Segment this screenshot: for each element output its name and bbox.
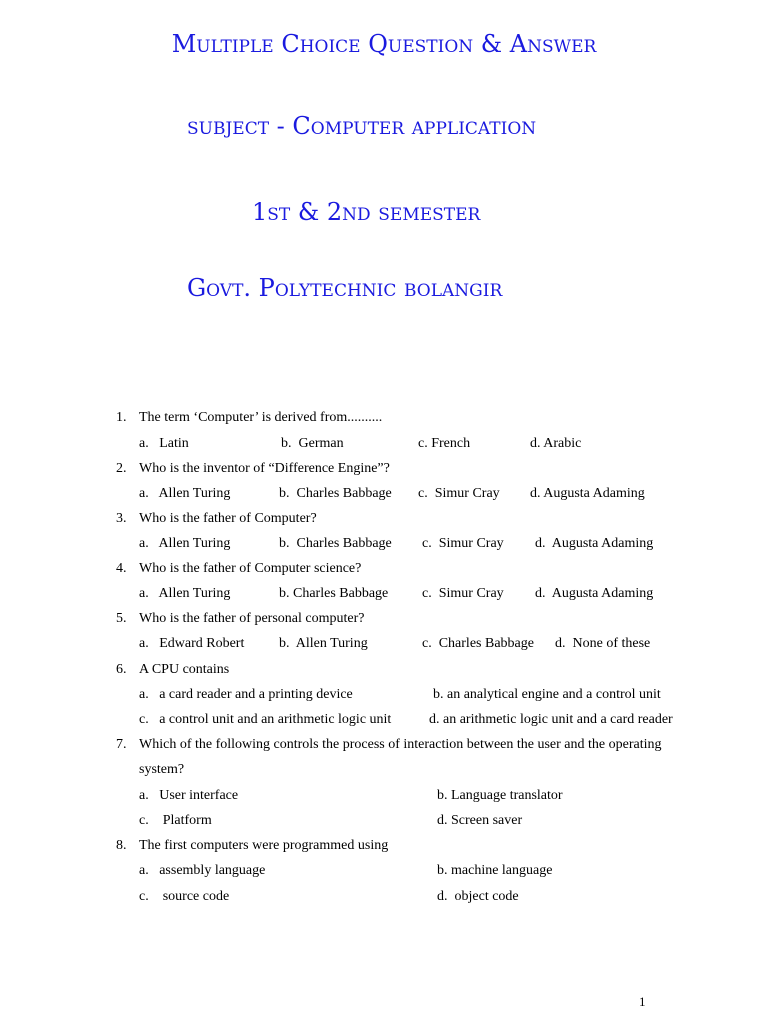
question-text-continued: system? [139,762,185,777]
option-a: a. a card reader and a printing device [139,687,353,702]
question-number: 5. [116,611,127,626]
option-b: b. machine language [437,863,553,878]
option-c: c. Simur Cray [422,586,504,601]
question-text: The first computers were programmed using [139,838,389,853]
question-text: Who is the father of Computer science? [139,561,362,576]
option-c: c. French [418,436,471,451]
option-c: c. Simur Cray [418,486,500,501]
option-b: b. Allen Turing [279,636,368,651]
question-text: The term ‘Computer’ is derived from.......... [139,410,383,425]
question-number: 4. [116,561,127,576]
question-number: 6. [116,662,127,677]
option-b: b. Charles Babbage [279,586,389,601]
semester-heading: 1st & 2nd semester [252,198,481,226]
question-text: Who is the father of personal computer? [139,611,365,626]
option-b: b. Charles Babbage [279,486,392,501]
option-d: d. Augusta Adaming [535,586,654,601]
option-a: a. User interface [139,788,239,803]
question-text: Who is the inventor of “Difference Engine”? [139,461,390,476]
institute-heading: Govt. Polytechnic bolangir [187,274,503,302]
question-number: 1. [116,410,127,425]
page-number: 1 [639,994,646,1009]
question-number: 2. [116,461,127,476]
option-a: a. Allen Turing [139,536,231,551]
question-number: 8. [116,838,127,853]
question-text: Who is the father of Computer? [139,511,317,526]
subject-heading: subject - Computer application [187,112,537,140]
question-number: 7. [116,737,127,752]
option-a: a. Latin [139,436,189,451]
option-b: b. Charles Babbage [279,536,392,551]
option-a: a. Allen Turing [139,586,231,601]
option-d: d. Augusta Adaming [535,536,654,551]
option-b: b. an analytical engine and a control unit [433,687,661,702]
question-number: 3. [116,511,127,526]
option-c: c. Charles Babbage [422,636,534,651]
option-a: a. assembly language [139,863,266,878]
document-title: Multiple Choice Question & Answer [171,30,597,58]
option-b: b. Language translator [437,788,563,803]
option-d: d. Arabic [530,436,582,451]
option-c: c. Simur Cray [422,536,504,551]
option-d: d. an arithmetic logic unit and a card reader [429,712,673,727]
option-a: a. Edward Robert [139,636,245,651]
option-d: d. object code [437,889,519,904]
option-d: d. Screen saver [437,813,523,828]
option-b: b. German [281,436,344,451]
option-a: a. Allen Turing [139,486,231,501]
question-text: A CPU contains [139,662,230,677]
option-d: d. Augusta Adaming [530,486,645,501]
option-c: c. a control unit and an arithmetic logic unit [139,712,392,727]
option-d: d. None of these [555,636,651,651]
option-c: c. Platform [139,813,212,828]
question-text: Which of the following controls the process of interaction between the user and the operating [139,737,662,752]
option-c: c. source code [139,889,230,904]
